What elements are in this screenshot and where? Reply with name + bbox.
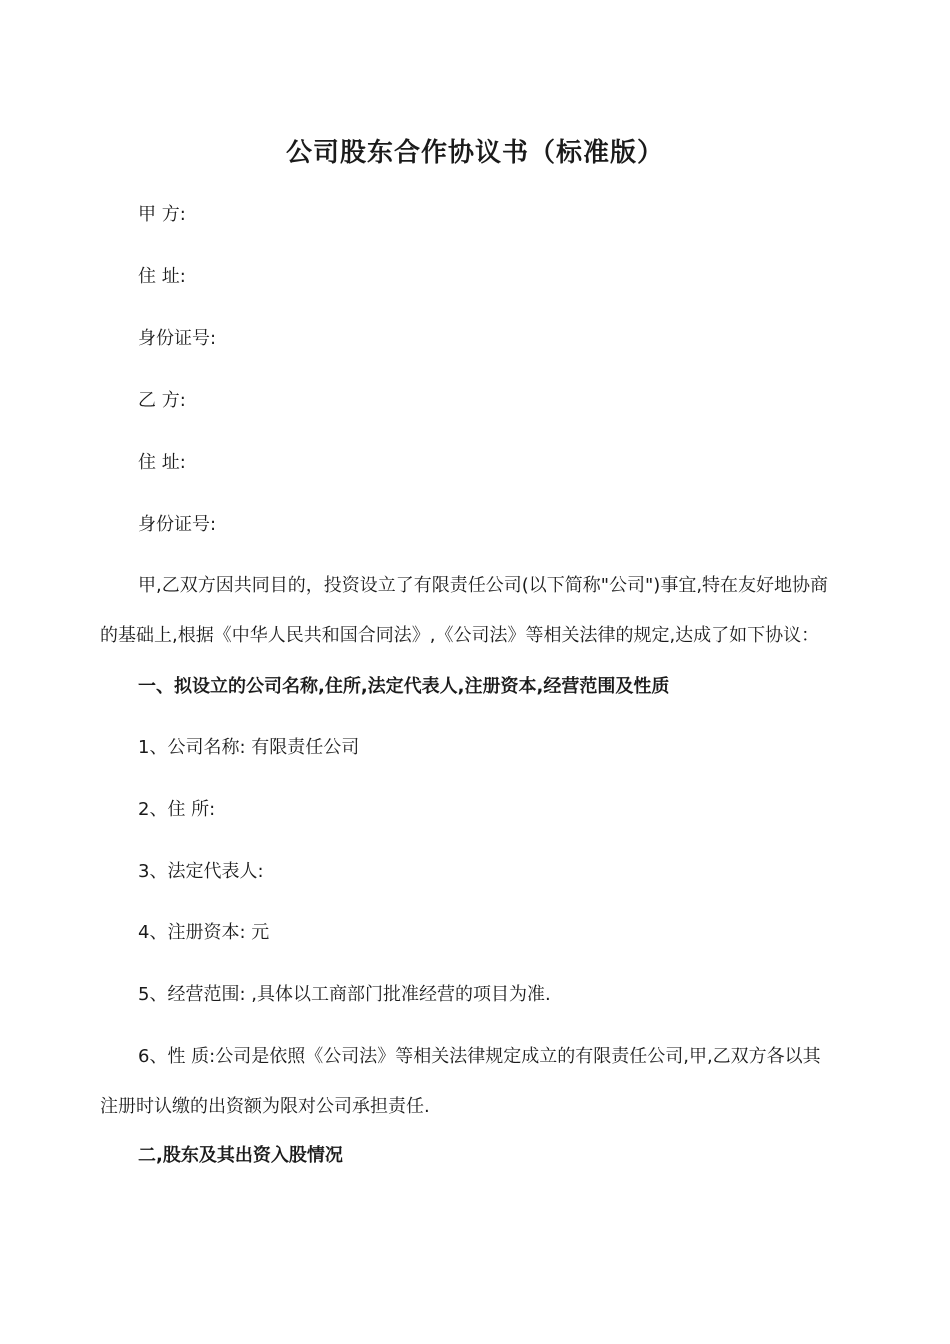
preamble-line-2: 的基础上,根据《中华人民共和国合同法》,《公司法》等相关法律的规定,达成了如下协议： xyxy=(100,625,820,646)
preamble-line-1: 甲,乙双方因共同目的，投资设立了有限责任公司(以下简称"公司")事宜,特在友好地协商 xyxy=(138,575,829,596)
party-b-name-label: 乙 方: xyxy=(138,390,186,411)
section-1-item-2: 2、住 所: xyxy=(138,799,216,820)
section-1-heading: 一、拟设立的公司名称,住所,法定代表人,注册资本,经营范围及性质 xyxy=(138,676,670,697)
party-a-id-label: 身份证号: xyxy=(138,328,217,349)
section-1-item-6-line-2: 注册时认缴的出资额为限对公司承担责任. xyxy=(100,1096,430,1117)
section-1-item-3: 3、法定代表人: xyxy=(138,861,264,882)
party-b-address-label: 住 址: xyxy=(138,452,186,473)
section-1-item-4: 4、注册资本: 元 xyxy=(138,922,270,943)
section-1-item-6-line-1: 6、性 质:公司是依照《公司法》等相关法律规定成立的有限责任公司,甲,乙双方各以其 xyxy=(138,1046,821,1067)
section-1-item-1: 1、公司名称: 有限责任公司 xyxy=(138,737,360,758)
party-a-name-label: 甲 方: xyxy=(138,204,186,225)
document-title: 公司股东合作协议书（标准版） xyxy=(285,138,664,168)
section-2-heading: 二,股东及其出资入股情况 xyxy=(138,1145,343,1166)
party-b-id-label: 身份证号: xyxy=(138,514,217,535)
party-a-address-label: 住 址: xyxy=(138,266,186,287)
section-1-item-5: 5、经营范围: ,具体以工商部门批准经营的项目为准. xyxy=(138,984,551,1005)
